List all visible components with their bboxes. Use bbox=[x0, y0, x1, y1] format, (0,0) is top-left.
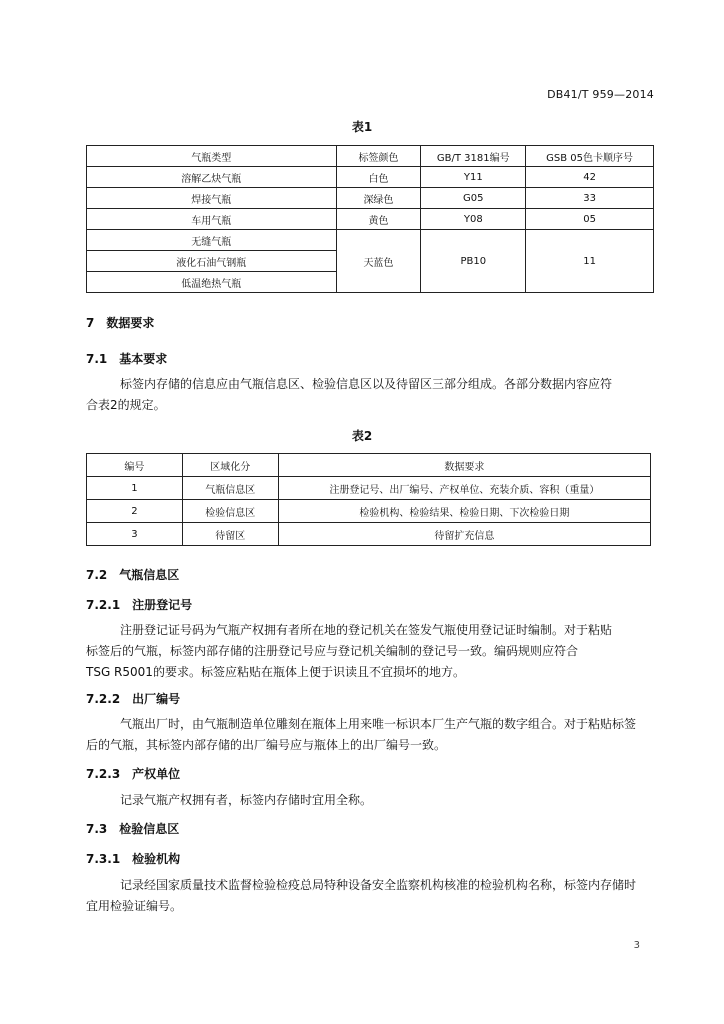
table-cell: 2 bbox=[87, 500, 183, 523]
table2 bbox=[86, 453, 651, 546]
table-cell: 检验机构、检验结果、检验日期、下次检验日期 bbox=[278, 500, 650, 523]
table-cell-merged: 天蓝色 bbox=[336, 230, 421, 293]
table-cell: 气瓶信息区 bbox=[182, 477, 278, 500]
table-header: 数据要求 bbox=[278, 454, 650, 477]
table-row bbox=[87, 477, 651, 500]
table-header: 区域化分 bbox=[182, 454, 278, 477]
paragraph-line: 合表2的规定。 bbox=[86, 398, 166, 412]
table-cell: 33 bbox=[526, 188, 654, 209]
paragraph-line: 标签后的气瓶，标签内部存储的注册登记号应与登记机关编制的登记号一致。编码规则应符合 bbox=[86, 644, 579, 658]
table-cell: 待留扩充信息 bbox=[278, 523, 650, 546]
section-heading: 7 数据要求 bbox=[86, 316, 155, 330]
table-cell: Y08 bbox=[421, 209, 526, 230]
table-cell: 检验信息区 bbox=[182, 500, 278, 523]
table-cell-merged: PB10 bbox=[421, 230, 526, 293]
section-heading: 7.2.3 产权单位 bbox=[86, 767, 181, 781]
table-row bbox=[87, 167, 654, 188]
section-heading: 7.2 气瓶信息区 bbox=[86, 568, 180, 582]
table-header: GB/T 3181编号 bbox=[421, 146, 526, 167]
table2-caption: 表2 bbox=[351, 429, 373, 443]
section-heading: 7.3 检验信息区 bbox=[86, 822, 180, 836]
table1-caption: 表1 bbox=[351, 120, 373, 134]
table1-header-row bbox=[87, 146, 654, 167]
table-row bbox=[87, 188, 654, 209]
paragraph-line: 宜用检验证编号。 bbox=[86, 899, 183, 913]
page-number: 3 bbox=[633, 940, 640, 951]
table-cell: 无缝气瓶 bbox=[87, 230, 337, 251]
table-cell: 待留区 bbox=[182, 523, 278, 546]
paragraph-line: TSG R5001的要求。标签应粘贴在瓶体上便于识读且不宜损坏的地方。 bbox=[86, 665, 465, 679]
paragraph-line: 记录经国家质量技术监督检验检疫总局特种设备安全监察机构核准的检验机构名称，标签内存储时 bbox=[120, 878, 637, 892]
table-cell: 液化石油气钢瓶 bbox=[87, 251, 337, 272]
table1 bbox=[86, 145, 654, 293]
table-cell-merged: 11 bbox=[526, 230, 654, 293]
table-header: 编号 bbox=[87, 454, 183, 477]
paragraph-line: 气瓶出厂时，由气瓶制造单位雕刻在瓶体上用来唯一标识本厂生产气瓶的数字组合。对于粘贴标签 bbox=[120, 717, 637, 731]
table-cell: 3 bbox=[87, 523, 183, 546]
table-row bbox=[87, 209, 654, 230]
table-row bbox=[87, 230, 654, 251]
standard-number: DB41/T 959—2014 bbox=[547, 88, 654, 101]
table-cell: 1 bbox=[87, 477, 183, 500]
table-cell: 低温绝热气瓶 bbox=[87, 272, 337, 293]
table-header: 标签颜色 bbox=[336, 146, 421, 167]
section-heading: 7.2.2 出厂编号 bbox=[86, 692, 181, 706]
table-cell: G05 bbox=[421, 188, 526, 209]
table2-header-row bbox=[87, 454, 651, 477]
table-cell: 车用气瓶 bbox=[87, 209, 337, 230]
paragraph-line: 标签内存储的信息应由气瓶信息区、检验信息区以及待留区三部分组成。各部分数据内容应符 bbox=[120, 377, 613, 391]
paragraph-line: 注册登记证号码为气瓶产权拥有者所在地的登记机关在签发气瓶使用登记证时编制。对于粘贴 bbox=[120, 623, 613, 637]
table-cell: 深绿色 bbox=[336, 188, 421, 209]
table-cell: 溶解乙炔气瓶 bbox=[87, 167, 337, 188]
table-cell: 42 bbox=[526, 167, 654, 188]
paragraph-line: 记录气瓶产权拥有者，标签内存储时宜用全称。 bbox=[120, 793, 373, 807]
table-row bbox=[87, 500, 651, 523]
section-heading: 7.2.1 注册登记号 bbox=[86, 598, 193, 612]
table-cell: 白色 bbox=[336, 167, 421, 188]
section-heading: 7.3.1 检验机构 bbox=[86, 852, 181, 866]
section-heading: 7.1 基本要求 bbox=[86, 352, 168, 366]
table-cell: 黄色 bbox=[336, 209, 421, 230]
table-cell: 05 bbox=[526, 209, 654, 230]
table-header: GSB 05色卡顺序号 bbox=[526, 146, 654, 167]
paragraph-line: 后的气瓶，其标签内部存储的出厂编号应与瓶体上的出厂编号一致。 bbox=[86, 738, 447, 752]
table-cell: Y11 bbox=[421, 167, 526, 188]
table-cell: 注册登记号、出厂编号、产权单位、充装介质、容积（重量） bbox=[278, 477, 650, 500]
table-cell: 焊接气瓶 bbox=[87, 188, 337, 209]
table-header: 气瓶类型 bbox=[87, 146, 337, 167]
table-row bbox=[87, 523, 651, 546]
